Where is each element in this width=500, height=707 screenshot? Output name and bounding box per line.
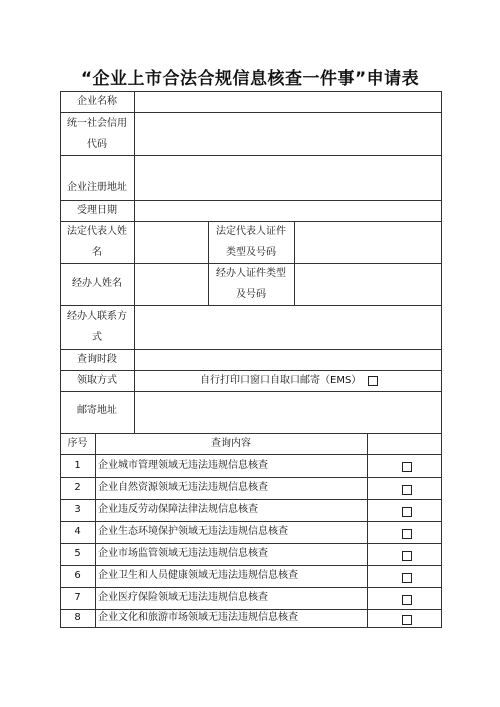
item-checkbox[interactable]: [402, 485, 412, 495]
legal-rep-name-label-line2: 名: [92, 247, 102, 258]
pickup-ems-checkbox[interactable]: [368, 376, 378, 386]
reg-address-label: 企业注册地址: [67, 182, 127, 193]
legal-rep-id-label-line2: 类型及号码: [226, 247, 276, 258]
table-row: [60, 499, 442, 521]
table-border-bottom: [60, 627, 442, 628]
legal-rep-id-label-line1: 法定代表人证件: [216, 226, 286, 237]
item-checkbox[interactable]: [402, 507, 412, 517]
mail-address-label: 邮寄地址: [77, 405, 117, 416]
content-header: 查询内容: [211, 438, 251, 449]
table-row: [60, 543, 442, 565]
legal-rep-id-field[interactable]: [298, 225, 438, 259]
credit-code-field[interactable]: [138, 117, 438, 151]
table-row: [60, 587, 442, 609]
item-text: 企业自然资源领域无违法违规信息核查: [98, 482, 268, 493]
item-checkbox[interactable]: [402, 615, 412, 625]
credit-code-label-line2: 代码: [87, 139, 107, 150]
table-row: [60, 609, 442, 627]
legal-rep-name-field[interactable]: [138, 225, 204, 259]
agent-name-label: 经办人姓名: [72, 278, 122, 289]
item-number: 1: [74, 460, 81, 471]
item-text: 企业违反劳动保障法律法规信息核查: [98, 504, 258, 515]
item-number: 7: [74, 592, 81, 603]
query-period-label: 查询时段: [77, 354, 117, 365]
item-number: 6: [74, 570, 81, 581]
item-number: 3: [74, 504, 81, 515]
accept-date-field[interactable]: [138, 203, 438, 219]
table-row: [60, 477, 442, 499]
item-text: 企业卫生和人员健康领域无违法违规信息核查: [98, 570, 298, 581]
accept-date-label: 受理日期: [77, 205, 117, 216]
application-form-table: [60, 91, 442, 627]
row-divider: [60, 155, 442, 156]
query-period-field[interactable]: [138, 352, 438, 368]
credit-code-label-line1: 统一社会信用: [67, 118, 127, 129]
item-checkbox[interactable]: [402, 595, 412, 605]
table-row: [60, 521, 442, 543]
mail-address-field[interactable]: [138, 395, 438, 429]
pickup-method-label: 领取方式: [77, 375, 117, 386]
item-text: 企业医疗保险领域无违法违规信息核查: [98, 592, 268, 603]
item-checkbox[interactable]: [402, 573, 412, 583]
row-divider: [60, 391, 442, 392]
column-divider: [134, 91, 135, 433]
legal-rep-name-label-line1: 法定代表人姓: [67, 226, 127, 237]
agent-name-field[interactable]: [138, 267, 204, 301]
pickup-method-options: 自行打印口窗口自取口邮寄（EMS）: [200, 375, 362, 386]
agent-id-label-line1: 经办人证件类型: [216, 268, 286, 279]
item-number: 5: [74, 548, 81, 559]
agent-contact-label-line2: 式: [92, 332, 102, 343]
seq-header: 序号: [67, 438, 88, 449]
agent-contact-field[interactable]: [138, 309, 438, 345]
agent-contact-label-line1: 经办人联系方: [67, 311, 127, 322]
table-row: [60, 454, 442, 477]
column-divider: [294, 221, 295, 305]
item-text: 企业文化和旅游市场领域无违法违规信息核查: [98, 612, 298, 623]
item-checkbox[interactable]: [402, 551, 412, 561]
item-checkbox[interactable]: [402, 462, 412, 472]
item-number: 2: [74, 482, 81, 493]
form-title: “企业上市合法合规信息核查一件事”申请表: [80, 69, 420, 89]
item-text: 企业市场监管领域无违法违规信息核查: [98, 548, 268, 559]
agent-id-field[interactable]: [298, 267, 438, 301]
company-name-field[interactable]: [170, 95, 440, 111]
agent-id-label-line2: 及号码: [236, 289, 266, 300]
company-name-label: 企业名称: [77, 96, 117, 107]
item-number: 8: [74, 612, 81, 623]
reg-address-field[interactable]: [138, 159, 438, 197]
item-text: 企业城市管理领域无违法违规信息核查: [98, 460, 268, 471]
item-text: 企业生态环境保护领域无违法违规信息核查: [98, 526, 288, 537]
item-checkbox[interactable]: [402, 529, 412, 539]
table-row: [60, 565, 442, 587]
item-number: 4: [74, 526, 81, 537]
